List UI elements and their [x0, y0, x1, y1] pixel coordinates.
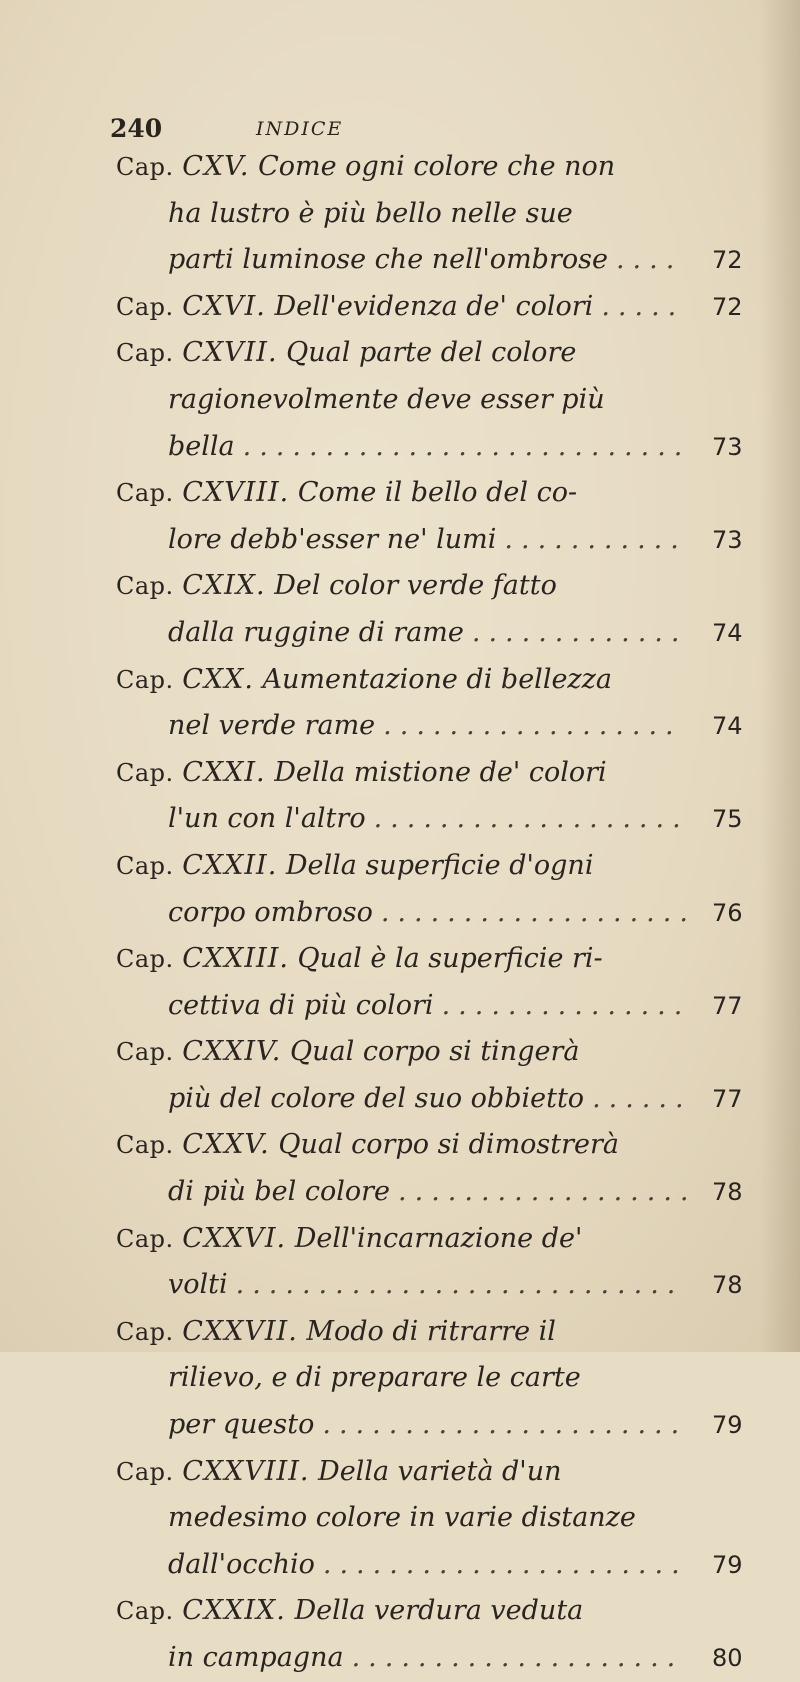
- chapter-abbrev: Cap.: [116, 1038, 174, 1067]
- index-entry: [116, 657, 756, 750]
- chapter-title-text: Qual corpo si dimostrerà: [278, 1129, 620, 1161]
- index-entry-line: [116, 1588, 756, 1635]
- chapter-title-text: ragionevolmente deve esser più: [168, 383, 605, 415]
- chapter-title-text: di più bel colore: [168, 1176, 391, 1208]
- chapter-abbrev: Cap.: [116, 153, 174, 181]
- chapter-abbrev: Cap.: [116, 665, 174, 694]
- index-entry-line: [116, 657, 756, 704]
- chapter-title-text: Della varietà d'un: [318, 1455, 562, 1487]
- leader-dots: ....................: [351, 1642, 684, 1673]
- page-reference: 79: [712, 1411, 743, 1440]
- index-entry-line: [116, 284, 756, 331]
- chapter-title-text: Dell'incarnazione de': [294, 1222, 583, 1254]
- index-entry-line: [116, 796, 756, 843]
- index-entry-line: [116, 610, 756, 657]
- chapter-title-text: Come il bello del co-: [297, 477, 578, 509]
- page-reference: 73: [712, 432, 743, 461]
- index-entry: [116, 1449, 756, 1589]
- index-entry: [116, 330, 756, 470]
- page-reference: 74: [712, 618, 743, 647]
- page-reference: 78: [712, 1178, 743, 1207]
- page-reference: 78: [712, 1271, 743, 1300]
- chapter-abbrev: Cap.: [116, 1131, 174, 1160]
- index-entry-line: [116, 1355, 756, 1402]
- chapter-title-text: l'un con l'altro: [168, 803, 366, 835]
- chapter-title-text: Dell'evidenza de' colori: [274, 290, 594, 322]
- index-entry: [116, 1588, 756, 1681]
- leader-dots: ..................: [398, 1176, 697, 1208]
- chapter-title-text: parti luminose che nell'ombrose: [168, 244, 608, 276]
- chapter-abbrev: Cap.: [116, 1317, 174, 1346]
- index-entry-line: [116, 330, 756, 377]
- chapter-title-text: Della superficie d'ogni: [285, 849, 594, 881]
- chapter-abbrev: Cap.: [116, 292, 174, 321]
- index-entry-line: [116, 890, 756, 937]
- leader-dots: ...........................: [242, 430, 691, 462]
- index-entry-line: [116, 470, 756, 517]
- page-reference: 79: [712, 1550, 743, 1579]
- chapter-abbrev: Cap.: [116, 572, 174, 601]
- chapter-number: CXXII.: [182, 849, 278, 881]
- chapter-title-text: Qual è la superficie ri-: [297, 943, 603, 975]
- leader-dots: ...................: [373, 803, 689, 835]
- index-entry: [116, 1216, 756, 1309]
- chapter-number: CXX.: [182, 663, 254, 695]
- leader-dots: ..................: [383, 710, 682, 742]
- chapter-number: CXXVII.: [182, 1315, 298, 1347]
- chapter-abbrev: Cap.: [116, 945, 174, 974]
- chapter-title-text: nel verde rame: [168, 710, 376, 742]
- chapter-abbrev: Cap.: [116, 1597, 174, 1626]
- index-entry: [116, 1029, 756, 1122]
- index-entry-line: [116, 1262, 756, 1309]
- table-of-contents: [116, 144, 756, 1682]
- chapter-number: CXXVI.: [182, 1222, 287, 1254]
- page-reference: 77: [712, 991, 743, 1020]
- chapter-number: CXVIII.: [182, 477, 290, 509]
- leader-dots: ......................: [322, 1409, 688, 1441]
- leader-dots: .....: [601, 290, 685, 322]
- chapter-title-text: più del colore del suo obbietto: [168, 1082, 585, 1114]
- index-entry-line: [116, 144, 756, 191]
- index-entry-line: [116, 1309, 756, 1356]
- index-entry: [116, 1122, 756, 1215]
- leader-dots: ...............: [441, 989, 691, 1021]
- index-entry-line: [116, 1169, 756, 1216]
- chapter-title-text: ha lustro è più bello nelle sue: [168, 197, 573, 229]
- chapter-number: CXIX.: [182, 570, 266, 602]
- page-edge-shadow: [760, 0, 800, 1352]
- index-entry-line: [116, 1635, 756, 1682]
- chapter-abbrev: Cap.: [116, 851, 174, 880]
- chapter-title-text: rilievo, e di preparare le carte: [168, 1362, 581, 1394]
- index-entry: [116, 144, 756, 284]
- index-entry-line: [116, 237, 756, 284]
- chapter-abbrev: Cap.: [116, 1224, 174, 1253]
- page-number: 240: [110, 114, 163, 143]
- index-entry-line: [116, 703, 756, 750]
- index-entry-line: [116, 983, 756, 1030]
- chapter-abbrev: Cap.: [116, 1457, 174, 1486]
- chapter-title-text: corpo ombroso: [168, 896, 373, 928]
- chapter-title-text: Aumentazione di bellezza: [262, 663, 612, 695]
- chapter-title-text: in campagna: [168, 1642, 344, 1673]
- index-entry-line: [116, 1402, 756, 1449]
- index-entry: [116, 284, 756, 331]
- page-reference: 80: [712, 1644, 743, 1672]
- chapter-number: CXXIV.: [182, 1036, 282, 1068]
- chapter-title-text: Del color verde fatto: [274, 570, 557, 602]
- index-entry-line: [116, 1542, 756, 1589]
- chapter-title-text: dalla ruggine di rame: [168, 616, 464, 648]
- page-reference: 77: [712, 1084, 743, 1113]
- index-entry-line: [116, 1029, 756, 1076]
- leader-dots: .............: [471, 616, 688, 648]
- chapter-title-text: cettiva di più colori: [168, 989, 434, 1021]
- chapter-abbrev: Cap.: [116, 339, 174, 368]
- chapter-title-text: bella: [168, 430, 235, 462]
- index-entry: [116, 1309, 756, 1449]
- chapter-number: CXV.: [182, 151, 250, 182]
- leader-dots: ....: [615, 244, 683, 276]
- chapter-number: CXXV.: [182, 1129, 270, 1161]
- leader-dots: ...........................: [235, 1269, 684, 1301]
- index-heading: INDICE: [256, 118, 344, 140]
- chapter-title-text: Della mistione de' colori: [274, 756, 607, 788]
- index-entry-line: [116, 936, 756, 983]
- chapter-abbrev: Cap.: [116, 758, 174, 787]
- index-entry-line: [116, 563, 756, 610]
- chapter-title-text: Modo di ritrarre il: [306, 1315, 556, 1347]
- index-entry: [116, 843, 756, 936]
- page-reference: 74: [712, 712, 743, 741]
- page-reference: 75: [712, 805, 743, 834]
- page-reference: 73: [712, 525, 743, 554]
- index-entry-line: [116, 377, 756, 424]
- index-entry: [116, 470, 756, 563]
- chapter-title-text: per questo: [168, 1409, 315, 1441]
- leader-dots: ......: [592, 1082, 692, 1114]
- chapter-number: CXVII.: [182, 337, 278, 369]
- index-entry: [116, 936, 756, 1029]
- index-entry-line: [116, 1076, 756, 1123]
- leader-dots: ...........: [504, 523, 687, 555]
- chapter-number: CXXIX.: [182, 1595, 286, 1627]
- index-entry-line: [116, 424, 756, 471]
- chapter-title-text: lore debb'esser ne' lumi: [168, 523, 497, 555]
- chapter-number: CXXVIII.: [182, 1455, 310, 1487]
- index-entry-line: [116, 1122, 756, 1169]
- chapter-title-text: Qual corpo si tingerà: [290, 1036, 580, 1068]
- index-entry: [116, 563, 756, 656]
- page-reference: 72: [712, 246, 743, 275]
- index-entry-line: [116, 191, 756, 238]
- chapter-number: CXXI.: [182, 756, 266, 788]
- index-entry-line: [116, 1216, 756, 1263]
- page-reference: 72: [712, 292, 743, 321]
- index-entry-line: [116, 843, 756, 890]
- chapter-title-text: medesimo colore in varie distanze: [168, 1502, 636, 1534]
- index-entry-line: [116, 750, 756, 797]
- page-reference: 76: [712, 898, 743, 927]
- chapter-title-text: volti: [168, 1269, 228, 1301]
- index-entry-line: [116, 1495, 756, 1542]
- index-entry-line: [116, 1449, 756, 1496]
- index-entry: [116, 750, 756, 843]
- chapter-title-text: dall'occhio: [168, 1548, 315, 1580]
- leader-dots: ......................: [322, 1548, 688, 1580]
- chapter-abbrev: Cap.: [116, 479, 174, 508]
- chapter-title-text: Della verdura veduta: [294, 1595, 584, 1627]
- chapter-number: CXXIII.: [182, 943, 289, 975]
- chapter-title-text: Qual parte del colore: [286, 337, 577, 369]
- leader-dots: ...................: [380, 896, 696, 928]
- index-entry-line: [116, 517, 756, 564]
- chapter-number: CXVI.: [182, 290, 266, 322]
- chapter-title-text: Come ogni colore che non: [258, 151, 616, 182]
